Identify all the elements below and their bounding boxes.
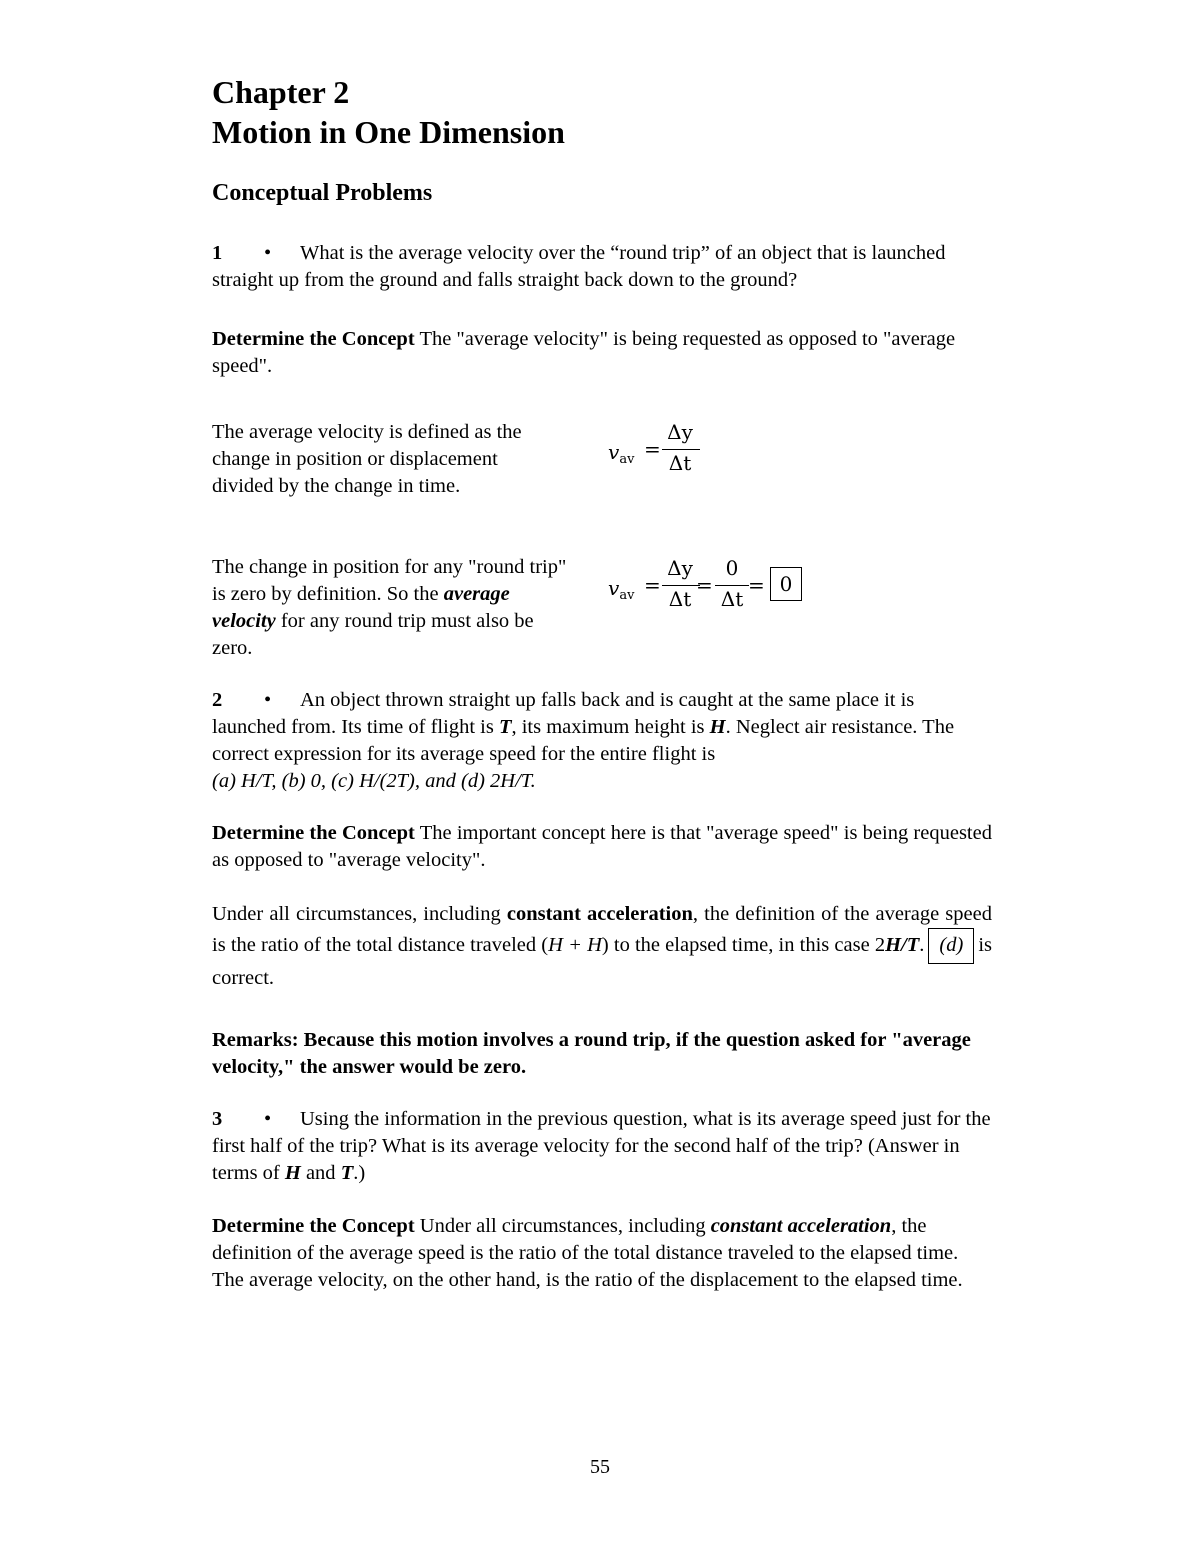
eq-denominator: Δt — [668, 451, 692, 475]
eq-equals: = — [644, 573, 661, 597]
problem-1-question — [212, 240, 992, 294]
eq-numerator: Δy — [667, 420, 693, 444]
page-number: 55 — [590, 1456, 610, 1478]
problem-1-step-1: The average velocity is defined as the change in position or displacement divided by the change in time. — [212, 421, 522, 497]
problem-3-concept: Determine the Concept Under all circumstances, including constant acceleration, the definition of the average speed is the ratio of the total distance traveled to the elapsed time. The average velocity, on the other hand, is the ratio of the displacement to the elapsed time. — [212, 1215, 963, 1291]
remarks-text: : Because this motion involves a round trip, if the question asked for "average velocity," the answer would be zero. — [212, 1029, 971, 1078]
concept-label: Determine the Concept — [212, 328, 415, 350]
section-heading: Conceptual Problems — [212, 180, 433, 206]
problem-2-explanation: Under all circumstances, including constant acceleration, the definition of the average speed is the ratio of the total distance traveled (H + H) to the elapsed time, in this case 2H/T. (d) is correct. — [212, 903, 992, 989]
problem-2-remarks — [212, 1027, 992, 1081]
difficulty-bullet: • — [264, 1108, 272, 1130]
emphasis-constant-acceleration: constant acceleration — [710, 1215, 892, 1237]
concept-text: The important concept here is that "average speed" is being requested as opposed to "average velocity". — [212, 822, 992, 871]
problem-number: 3 — [212, 1108, 223, 1130]
concept-label: Determine the Concept — [212, 1215, 415, 1237]
problem-2-concept — [212, 820, 992, 874]
eq-denominator: Δt — [720, 587, 744, 611]
eq-numerator-zero: 0 — [725, 556, 739, 580]
problem-1-concept — [212, 326, 992, 380]
chapter-title: Motion in One Dimension — [212, 114, 565, 150]
eq-equals: = — [696, 573, 713, 597]
concept-label: Determine the Concept — [212, 822, 415, 844]
problem-2-question: 2 • An object thrown straight up falls back and is caught at the same place it is launched from. Its time of flight is T, its maximum height is H. Neglect air resistance. The correct expression for its average speed for the entire flight is (a) H/T, (b) 0, (c) H/(2T), and (d) 2H/T. — [212, 689, 955, 792]
emphasis-average-velocity: average velocity — [212, 583, 510, 632]
eq-fraction-bar — [662, 585, 700, 586]
problem-number: 1 — [212, 242, 223, 264]
eq-fraction-bar — [715, 585, 749, 586]
boxed-answer: 0 — [770, 567, 802, 601]
remarks-label: Remarks — [212, 1029, 292, 1051]
eq-numerator: Δy — [667, 556, 693, 580]
eq-lhs: $v_{av}$ — [608, 440, 635, 467]
problem-number: 2 — [212, 689, 223, 711]
eq-fraction-bar — [662, 449, 700, 450]
emphasis-constant-acceleration: constant acceleration — [506, 903, 693, 925]
problem-1-step-2: The change in position for any "round trip" is zero by definition. So the average velocity for any round trip must also be zero. — [212, 556, 567, 659]
eq-denominator: Δt — [668, 587, 692, 611]
eq-equals: = — [644, 437, 661, 461]
problem-3-question: 3 • Using the information in the previous question, what is its average speed just for the first half of the trip? What is its average velocity for the second half of the trip? (Answer in terms of H and T.) — [212, 1108, 991, 1184]
answer-options: (a) H/T, (b) 0, (c) H/(2T), and (d) 2H/T. — [212, 770, 536, 792]
chapter-number: Chapter 2 — [212, 74, 350, 110]
difficulty-bullet: • — [264, 242, 272, 264]
eq-lhs: $v_{av}$ — [608, 576, 635, 603]
concept-text: The "average velocity" is being requested as opposed to "average speed". — [212, 328, 956, 377]
boxed-answer: (d) — [928, 928, 974, 964]
eq-equals: = — [748, 573, 765, 597]
question-text: What is the average velocity over the “round trip” of an object that is launched straight up from the ground and falls straight back down to the ground? — [212, 242, 946, 291]
difficulty-bullet: • — [264, 689, 272, 711]
